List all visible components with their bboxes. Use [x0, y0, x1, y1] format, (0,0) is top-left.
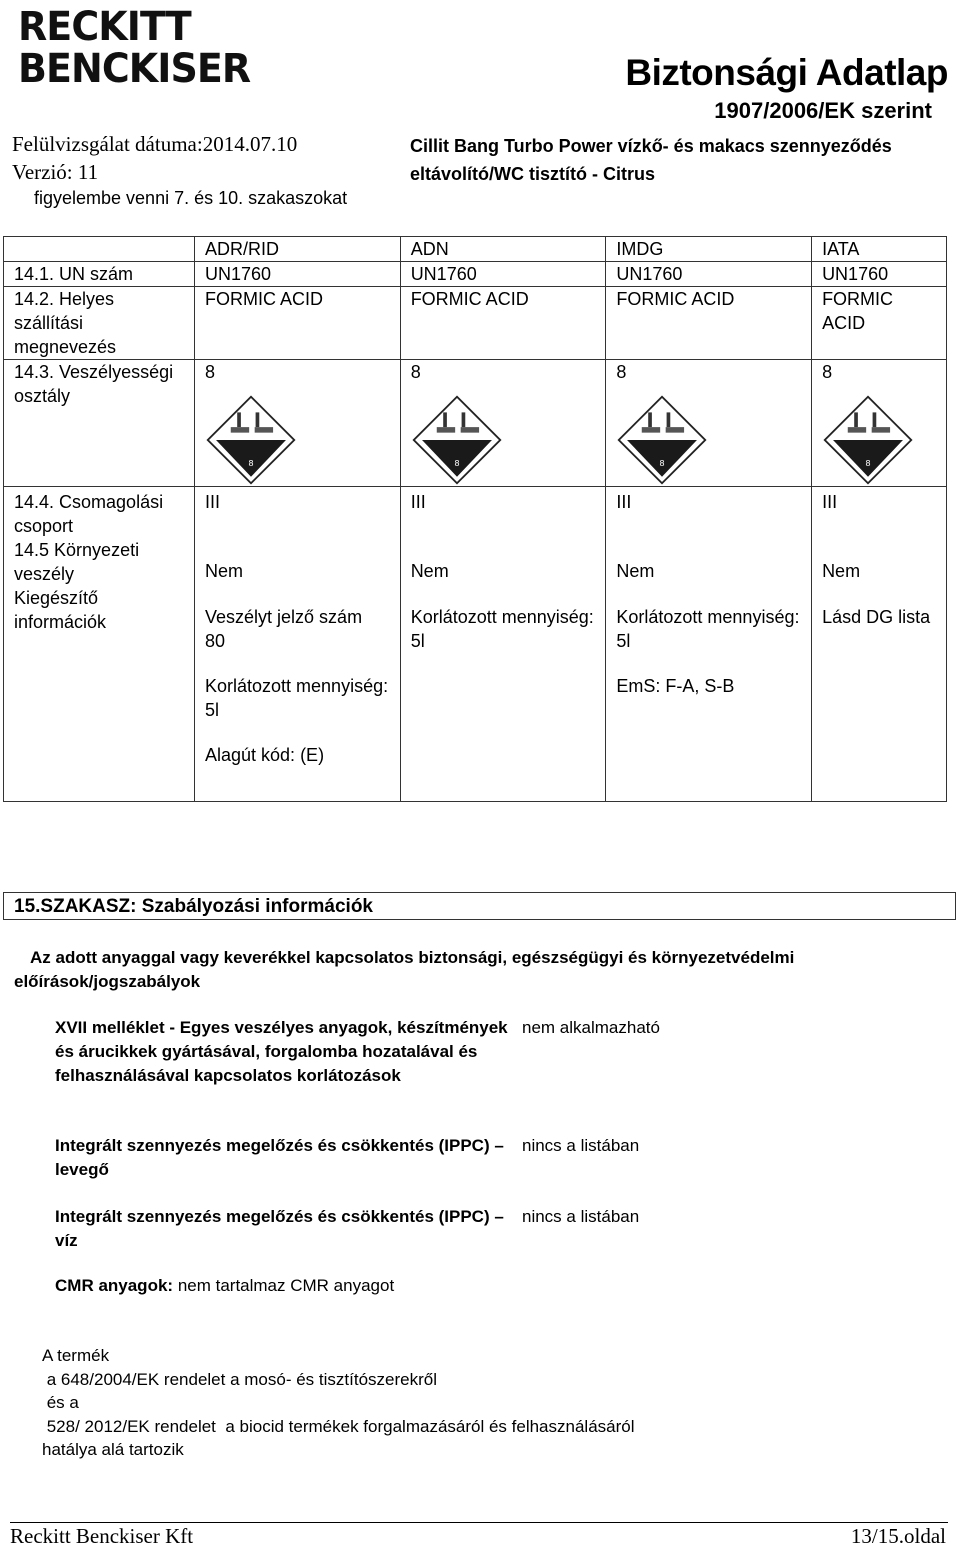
- cmr-value: nem tartalmaz CMR anyagot: [177, 1276, 395, 1295]
- product-name-line-1: Cillit Bang Turbo Power vízkő- és makacs szennyeződés: [410, 136, 892, 156]
- name-label: 14.2. Helyes szállítási megnevezés: [4, 287, 195, 360]
- class-adr: [195, 360, 401, 487]
- carryover-note: figyelembe venni 7. és 10. szakaszokat: [34, 188, 348, 208]
- tunnel-code: Alagút kód: (E): [205, 745, 325, 765]
- packing-adr: III: [205, 492, 221, 512]
- table-row-name: [4, 287, 947, 360]
- dg-list-ref: Lásd DG lista: [822, 607, 931, 627]
- table-row-class: [4, 360, 947, 487]
- class-adn-value: 8: [410, 362, 421, 382]
- product-line-1: A termék: [42, 1346, 110, 1365]
- cmr-row: [55, 1274, 394, 1298]
- footer-divider: [10, 1522, 948, 1523]
- product-line-5: hatálya alá tartozik: [42, 1440, 184, 1459]
- review-date: Felülvizsgálat dátuma:2014.07.10: [12, 132, 298, 156]
- name-imdg: FORMIC ACID: [606, 287, 812, 360]
- class-label: 14.3. Veszélyességi osztály: [4, 360, 195, 487]
- env-imdg: Nem: [616, 561, 655, 581]
- extra-label: Kiegészítő információk: [14, 588, 107, 632]
- ippc-air-value: nincs a listában: [522, 1136, 640, 1155]
- ems-code: EmS: F-A, S-B: [616, 676, 735, 696]
- section-15-heading: 15.SZAKASZ: Szabályozási információk: [3, 892, 956, 920]
- col-adr: ADR/RID: [195, 237, 401, 262]
- transport-table: [3, 236, 947, 802]
- corrosive-hazard-icon: [822, 394, 914, 486]
- class-imdg-value: 8: [616, 362, 627, 382]
- class-iata-value: 8: [822, 362, 833, 382]
- env-label: 14.5 Környezeti veszély: [14, 540, 140, 584]
- cmr-label: CMR anyagok:: [55, 1276, 174, 1295]
- corrosive-hazard-icon: [411, 394, 503, 486]
- name-adr: FORMIC ACID: [195, 287, 401, 360]
- class-imdg: [606, 360, 812, 487]
- col-adn: ADN: [400, 237, 606, 262]
- un-label: 14.1. UN szám: [4, 262, 195, 287]
- limited-qty-imdg: Korlátozott mennyiség: 5l: [616, 607, 800, 651]
- un-iata: UN1760: [812, 262, 947, 287]
- packing-label: 14.4. Csomagolási csoport: [14, 492, 164, 536]
- name-iata: FORMIC ACID: [812, 287, 947, 360]
- limited-qty-adr: Korlátozott mennyiség: 5l: [205, 676, 389, 720]
- product-name-line-2: eltávolító/WC tisztító - Citrus: [410, 164, 655, 184]
- extra-iata-cell: [812, 487, 947, 802]
- product-line-4: 528/ 2012/EK rendelet a biocid termékek forgalmazásáról és felhasználásáról: [42, 1416, 635, 1436]
- annex17-label: XVII melléklet - Egyes veszélyes anyagok, készítmények és árucikkek gyártásával, forgalomba hozatalával és felhasználásával kapcsolatos korlátozások: [55, 1018, 508, 1085]
- ippc-water-label: Integrált szennyezés megelőzés és csökkentés (IPPC) – víz: [55, 1207, 504, 1250]
- extra-imdg-cell: [606, 487, 812, 802]
- un-imdg: UN1760: [606, 262, 812, 287]
- product-line-3: és a: [42, 1393, 79, 1412]
- class-adr-value: 8: [205, 362, 216, 382]
- table-header-row: [4, 237, 947, 262]
- name-adn: FORMIC ACID: [400, 287, 606, 360]
- hazard-id-label: Veszélyt jelző szám: [205, 607, 363, 627]
- regulation-subtitle: 1907/2006/EK szerint: [714, 98, 932, 123]
- product-line-2: a 648/2004/EK rendelet a mosó- és tisztítószerekről: [42, 1369, 437, 1389]
- env-adr: Nem: [205, 561, 244, 581]
- col-imdg: IMDG: [606, 237, 812, 262]
- extra-adn-cell: [400, 487, 606, 802]
- corrosive-hazard-icon: [616, 394, 708, 486]
- class-adn: [400, 360, 606, 487]
- annex17-value: nem alkalmazható: [522, 1018, 660, 1037]
- packing-iata: III: [822, 492, 838, 512]
- table-row-un: [4, 262, 947, 287]
- col-iata: IATA: [812, 237, 947, 262]
- ippc-air-label: Integrált szennyezés megelőzés és csökkentés (IPPC) – levegő: [55, 1136, 504, 1179]
- table-row-extra-block: [4, 487, 947, 802]
- version: Verzió: 11: [12, 160, 99, 184]
- product-regulation-note: [42, 1344, 635, 1462]
- corrosive-hazard-icon: [205, 394, 297, 486]
- extra-adr-cell: [195, 487, 401, 802]
- hazard-id-number: 80: [205, 631, 226, 651]
- class-iata: [812, 360, 947, 487]
- packing-adn: III: [410, 492, 426, 512]
- footer-company: Reckitt Benckiser Kft: [10, 1524, 194, 1548]
- env-adn: Nem: [410, 561, 449, 581]
- company-logo: [18, 4, 251, 92]
- logo-line-2: BENCKISER: [18, 46, 251, 92]
- un-adn: UN1760: [400, 262, 606, 287]
- header-blank-cell: [4, 237, 195, 262]
- limited-qty-adn: Korlátozott mennyiség: 5l: [410, 607, 594, 651]
- un-adr: UN1760: [195, 262, 401, 287]
- document-title: Biztonsági Adatlap: [625, 52, 948, 93]
- product-name: [410, 132, 955, 188]
- section-15-intro: Az adott anyaggal vagy keverékkel kapcsolatos biztonsági, egészségügyi és környezetvédelmi előírások/jogszabályok: [14, 948, 795, 991]
- logo-line-1: RECKITT: [18, 4, 191, 50]
- extra-labels-cell: [4, 487, 195, 802]
- ippc-water-value: nincs a listában: [522, 1207, 640, 1226]
- page-number: 13/15.oldal: [850, 1524, 946, 1548]
- packing-imdg: III: [616, 492, 632, 512]
- env-iata: Nem: [822, 561, 861, 581]
